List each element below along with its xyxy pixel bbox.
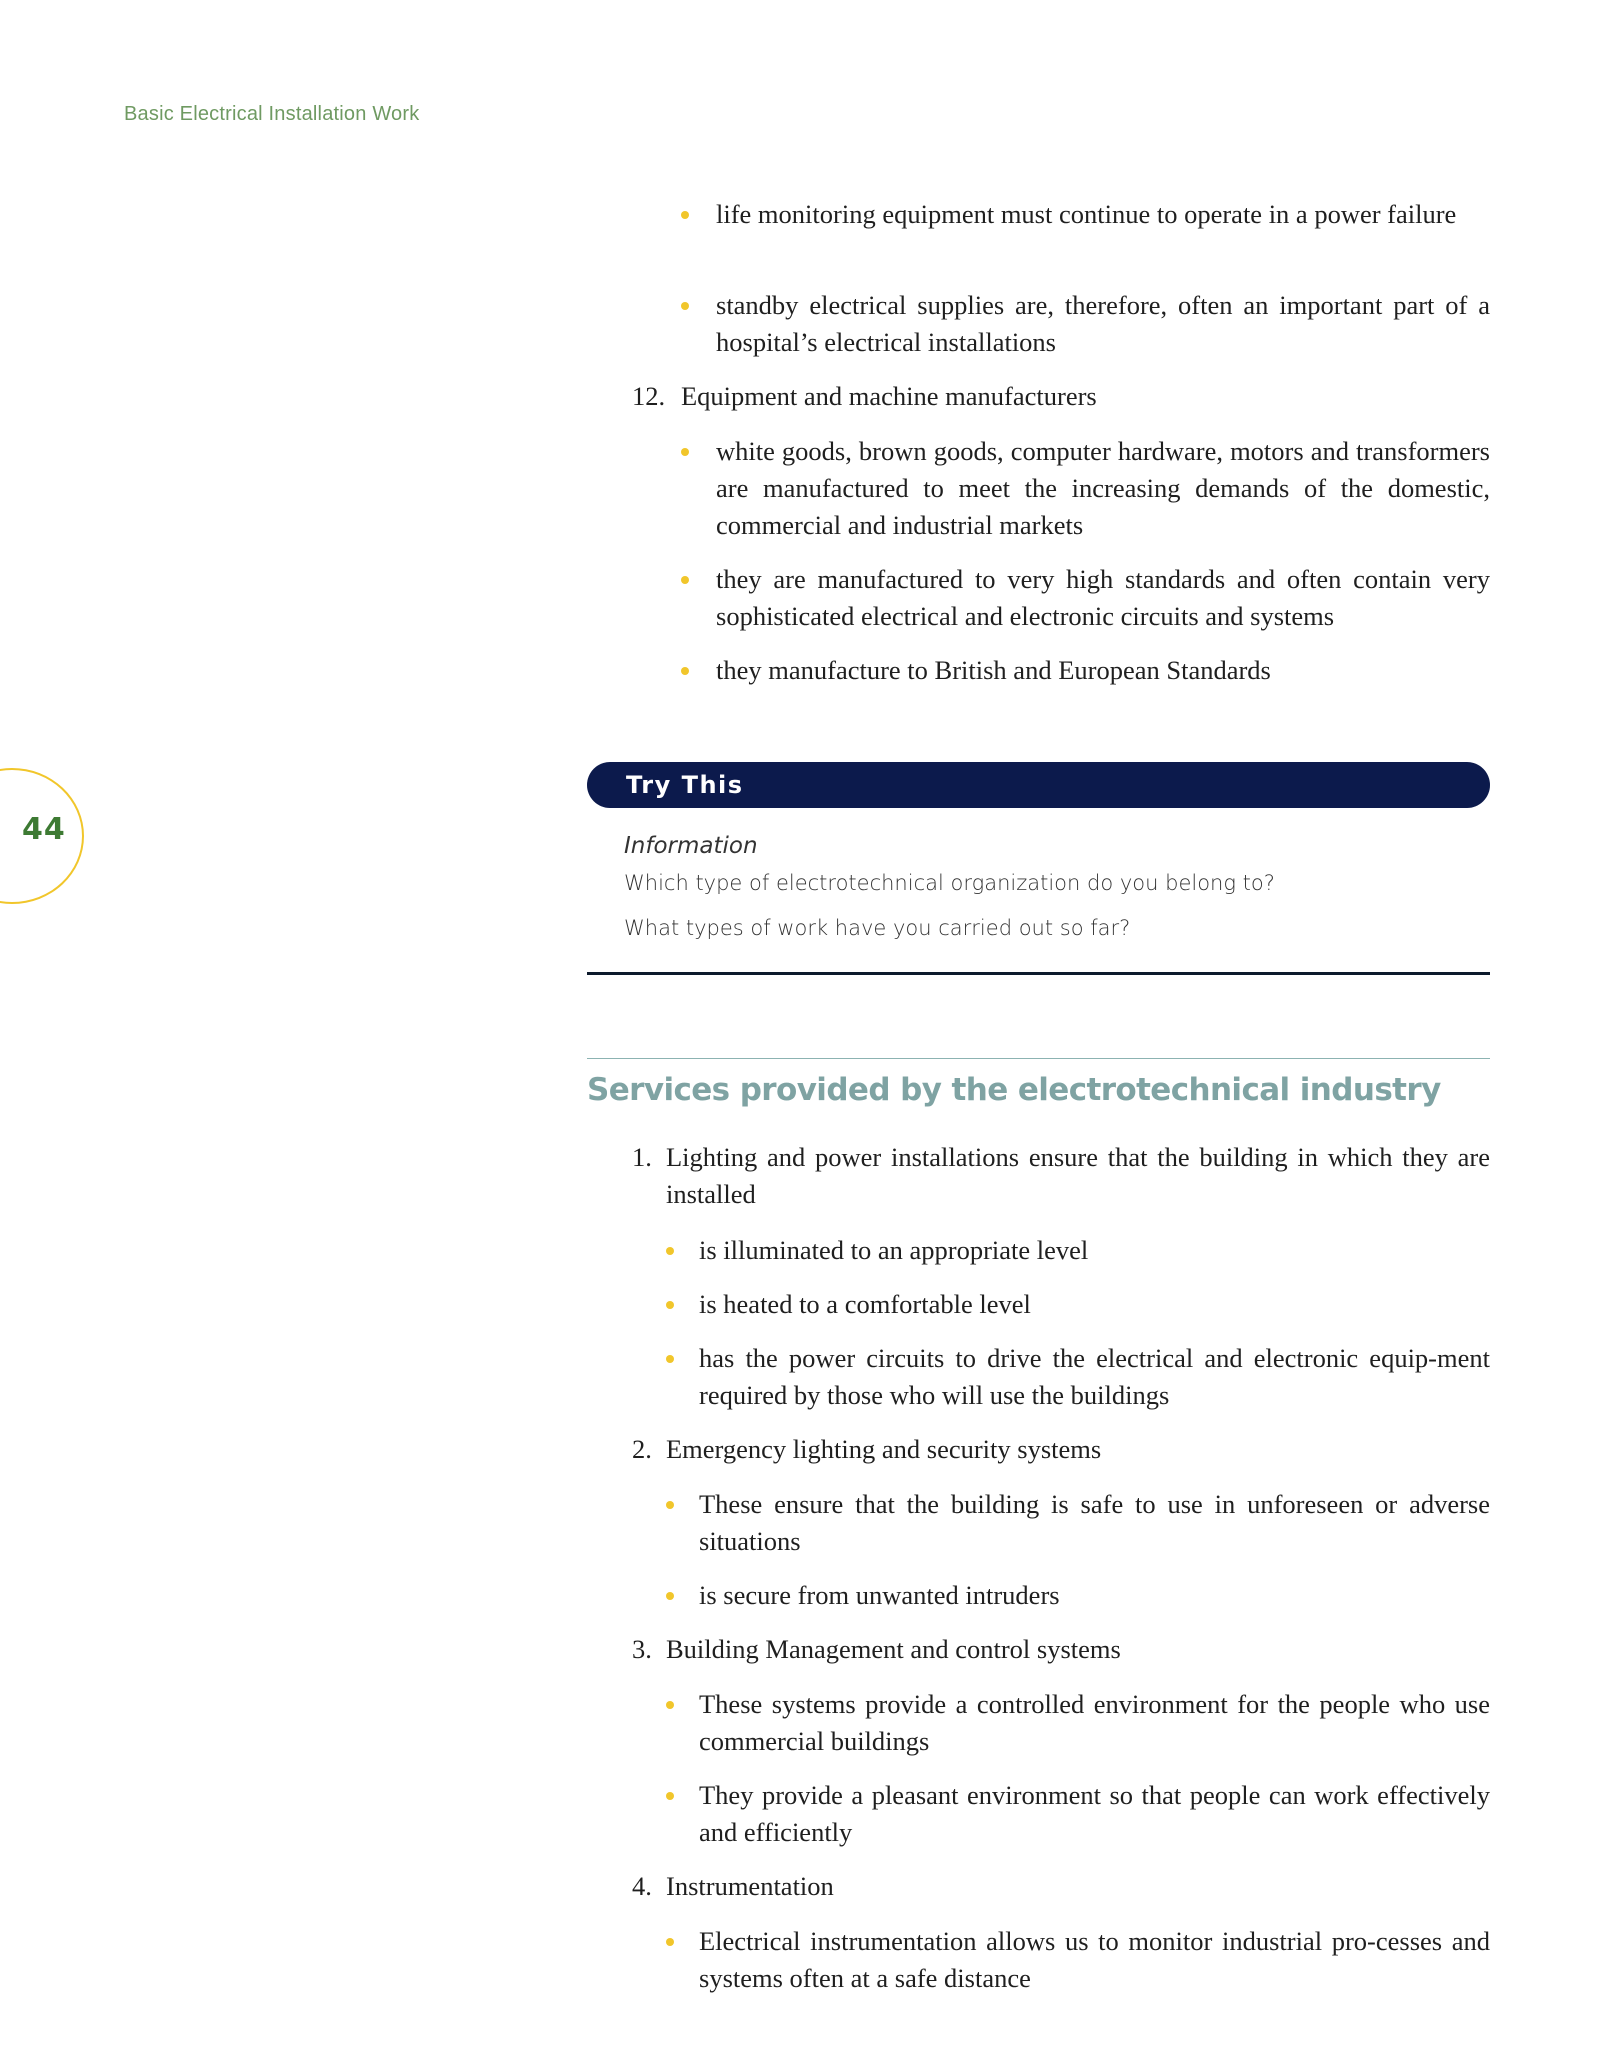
page-number: 44 bbox=[22, 812, 66, 847]
list-item: These systems provide a controlled environment for the people who use commercial buildings bbox=[699, 1689, 1490, 1756]
bullet-dot bbox=[666, 1247, 674, 1255]
bullet-dot bbox=[681, 448, 689, 456]
try-this-question: What types of work have you carried out so far? bbox=[624, 916, 1131, 940]
list-number: 2. bbox=[632, 1434, 652, 1464]
list-item: they manufacture to British and European Standards bbox=[716, 655, 1271, 685]
running-head: Basic Electrical Installation Work bbox=[124, 103, 420, 125]
bullet-dot bbox=[666, 1592, 674, 1600]
bullet-dot bbox=[666, 1501, 674, 1509]
list-item: is secure from unwanted intruders bbox=[699, 1580, 1060, 1610]
list-item: has the power circuits to drive the electrical and electronic equip-ment required by those who will use the buildings bbox=[699, 1343, 1490, 1410]
list-item-title: Instrumentation bbox=[666, 1871, 834, 1901]
section-heading: Services provided by the electrotechnical industry bbox=[587, 1072, 1441, 1108]
bullet-dot bbox=[666, 1792, 674, 1800]
bullet-dot bbox=[666, 1301, 674, 1309]
list-number: 3. bbox=[632, 1634, 652, 1664]
try-this-subtitle: Information bbox=[624, 833, 758, 859]
bullet-dot bbox=[681, 211, 689, 219]
bullet-dot bbox=[681, 667, 689, 675]
bullet-dot bbox=[681, 576, 689, 584]
list-item: These ensure that the building is safe to use in unforeseen or adverse situations bbox=[699, 1489, 1490, 1556]
list-item: white goods, brown goods, computer hardware, motors and transformers are manufactured to meet the increasing demands of the domestic, commercial and industrial markets bbox=[716, 436, 1490, 540]
list-item-title: Emergency lighting and security systems bbox=[666, 1434, 1102, 1464]
bullet-dot bbox=[681, 302, 689, 310]
bullet-dot bbox=[666, 1701, 674, 1709]
try-this-question: Which type of electrotechnical organization do you belong to? bbox=[624, 871, 1275, 895]
list-item: is illuminated to an appropriate level bbox=[699, 1235, 1089, 1265]
list-item: standby electrical supplies are, therefore, often an important part of a hospital’s electrical installations bbox=[716, 290, 1490, 357]
list-number: 12. bbox=[632, 381, 666, 411]
list-item: They provide a pleasant environment so that people can work effectively and efficiently bbox=[699, 1780, 1490, 1847]
list-item-title: Equipment and machine manufacturers bbox=[681, 381, 1097, 411]
list-item: they are manufactured to very high standards and often contain very sophisticated electrical and electronic circuits and systems bbox=[716, 564, 1490, 631]
list-number: 1. bbox=[632, 1142, 652, 1172]
try-this-rule bbox=[587, 972, 1490, 975]
try-this-title: Try This bbox=[626, 771, 744, 799]
list-item: is heated to a comfortable level bbox=[699, 1289, 1031, 1319]
bullet-dot bbox=[666, 1355, 674, 1363]
list-item-title: Building Management and control systems bbox=[666, 1634, 1121, 1664]
list-number: 4. bbox=[632, 1871, 652, 1901]
list-item: life monitoring equipment must continue to operate in a power failure bbox=[716, 199, 1457, 229]
bullet-dot bbox=[666, 1938, 674, 1946]
section-rule bbox=[587, 1058, 1490, 1059]
list-item-title: Lighting and power installations ensure that the building in which they are installed bbox=[666, 1142, 1490, 1209]
list-item: Electrical instrumentation allows us to monitor industrial pro-cesses and systems often at a safe distance bbox=[699, 1926, 1490, 1993]
